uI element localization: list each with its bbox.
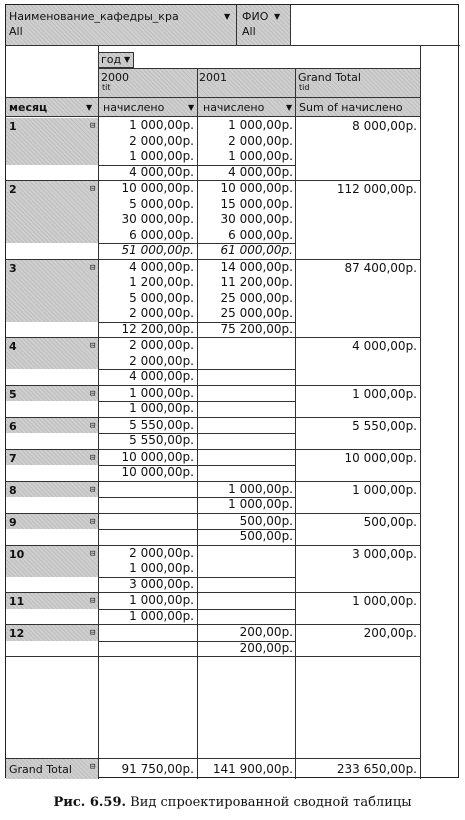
month-label: 12 [9,627,25,640]
grand-total-sum: 233 650,00р. [336,762,417,776]
grand-total-cell: 1 000,00р. [352,386,417,401]
grand-total-cell: 3 000,00р. [352,546,417,561]
grand-total-cell: 112 000,00р. [336,182,417,196]
value-cell: 6 000,00р. [129,227,194,242]
subtotal-cell: 10 000,00р. [121,465,194,479]
value-cell: 1 000,00р. [129,385,194,400]
value-cell: 14 000,00р. [220,259,293,274]
grand-total-cell: 10 000,00р. [344,450,417,465]
subtotal-cell: 500,00р. [239,529,293,543]
value-cell: 1 000,00р. [228,481,293,496]
data-header-2000[interactable]: начислено [103,101,165,114]
expand-collapse-icon[interactable]: ⊟ [90,341,96,351]
subtotal-cell: 1 000,00р. [129,401,194,415]
subtotal-cell: 4 000,00р. [129,369,194,383]
value-cell: 1 000,00р. [129,561,194,575]
value-cell: 1 000,00р. [228,118,293,132]
month-label: 7 [9,451,17,465]
caption-text: Вид спроектированной сводной таблицы [126,795,412,810]
expand-collapse-icon[interactable]: ⊟ [90,184,96,194]
page-field-department-value: All [9,25,23,38]
month-label: 10 [9,547,25,561]
page-field-department-name: Наименование_кафедры_кра [9,10,179,23]
value-cell: 1 000,00р. [129,149,194,163]
col-header-grand-total-tail: tid [299,83,310,92]
expand-collapse-icon[interactable]: ⊟ [90,628,96,638]
value-cell: 5 000,00р. [129,196,194,211]
value-cell: 30 000,00р. [121,212,194,226]
grand-total-2001: 141 900,00р. [212,762,293,776]
dropdown-arrow-icon[interactable]: ▼ [188,103,195,112]
value-cell: 1 000,00р. [228,149,293,163]
subtotal-cell: 5 550,00р. [129,433,194,447]
month-label: 6 [9,419,17,433]
month-label: 8 [9,483,17,497]
value-cell: 30 000,00р. [220,212,293,226]
value-cell: 10 000,00р. [121,181,194,195]
col-header-grand-total: Grand Total [298,71,361,84]
col-header-2000-tail: tit [102,83,111,92]
dropdown-arrow-icon[interactable]: ▼ [274,12,281,21]
col-header-2001: 2001 [199,71,227,84]
expand-collapse-icon[interactable]: ⊟ [90,548,96,559]
grand-total-2000: 91 750,00р. [121,762,194,776]
value-cell: 5 550,00р. [129,417,194,432]
value-cell: 5 000,00р. [129,290,194,305]
subtotal-cell: 3 000,00р. [129,576,194,591]
value-cell: 2 000,00р. [228,133,293,148]
value-cell: 500,00р. [239,513,293,528]
grand-total-cell: 4 000,00р. [352,339,417,353]
expand-collapse-icon[interactable]: ⊟ [90,484,96,495]
page-field-fio-name: ФИО [242,10,269,23]
value-cell: 25 000,00р. [220,290,293,305]
caption-number: Рис. 6.59. [53,795,127,810]
row-field-month[interactable]: месяц [9,101,48,114]
grand-total-cell: 8 000,00р. [352,119,417,133]
value-cell: 2 000,00р. [129,133,194,148]
value-cell: 10 000,00р. [121,449,194,464]
subtotal-cell: 4 000,00р. [129,164,194,179]
month-label: 4 [9,340,17,353]
value-cell: 1 000,00р. [129,118,194,132]
month-label: 2 [9,183,17,196]
grand-total-cell: 1 000,00р. [352,594,417,608]
expand-collapse-icon[interactable]: ⊟ [90,516,96,527]
grand-total-cell: 1 000,00р. [352,482,417,497]
subtotal-cell: 61 000,00р. [220,243,293,257]
month-label: 5 [9,387,17,401]
subtotal-cell: 51 000,00р. [121,243,194,257]
value-cell: 2 000,00р. [129,306,194,320]
expand-collapse-icon[interactable]: ⊟ [90,262,96,273]
subtotal-cell: 75 200,00р. [220,321,293,336]
expand-collapse-icon[interactable]: ⊟ [90,596,96,606]
value-cell: 1 000,00р. [129,593,194,607]
dropdown-arrow-icon[interactable]: ▼ [86,103,93,112]
value-cell: 10 000,00р. [220,181,293,195]
grand-total-label: Grand Total [9,763,72,776]
data-header-2001[interactable]: начислено [203,101,265,114]
value-cell: 11 200,00р. [220,275,293,289]
figure-caption [0,795,465,810]
month-label: 9 [9,515,17,529]
dropdown-arrow-icon[interactable]: ▼ [124,55,131,64]
pivot-table [5,4,459,778]
expand-collapse-icon[interactable]: ⊟ [90,121,96,131]
expand-collapse-icon[interactable]: ⊟ [90,452,96,463]
dropdown-arrow-icon[interactable]: ▼ [224,12,231,21]
column-field-year-label: год [101,53,122,66]
value-cell: 2 000,00р. [129,353,194,368]
subtotal-cell: 4 000,00р. [228,164,293,179]
page-field-fio-value: All [242,25,256,38]
value-cell: 15 000,00р. [220,196,293,211]
subtotal-cell: 1 000,00р. [228,497,293,511]
subtotal-cell: 12 200,00р. [121,321,194,336]
expand-collapse-icon[interactable]: ⊟ [90,388,96,399]
month-label: 3 [9,261,17,275]
month-label: 1 [9,120,17,133]
value-cell: 1 200,00р. [129,275,194,289]
month-label: 11 [9,595,25,608]
grand-total-cell: 200,00р. [363,626,417,640]
expand-collapse-icon[interactable]: ⊟ [90,762,96,772]
subtotal-cell: 200,00р. [239,640,293,655]
grand-total-cell: 87 400,00р. [344,260,417,275]
grand-total-cell: 5 550,00р. [352,418,417,433]
col-header-2000: 2000 [101,71,129,84]
expand-collapse-icon[interactable]: ⊟ [90,420,96,431]
value-cell: 4 000,00р. [129,259,194,274]
grand-total-cell: 500,00р. [363,514,417,529]
value-cell: 2 000,00р. [129,338,194,352]
subtotal-cell: 1 000,00р. [129,608,194,623]
data-header-total: Sum of начислено [299,101,403,114]
value-cell: 6 000,00р. [228,227,293,242]
dropdown-arrow-icon[interactable]: ▼ [286,103,293,112]
value-cell: 2 000,00р. [129,545,194,560]
value-cell: 200,00р. [239,625,293,639]
value-cell: 25 000,00р. [220,306,293,320]
